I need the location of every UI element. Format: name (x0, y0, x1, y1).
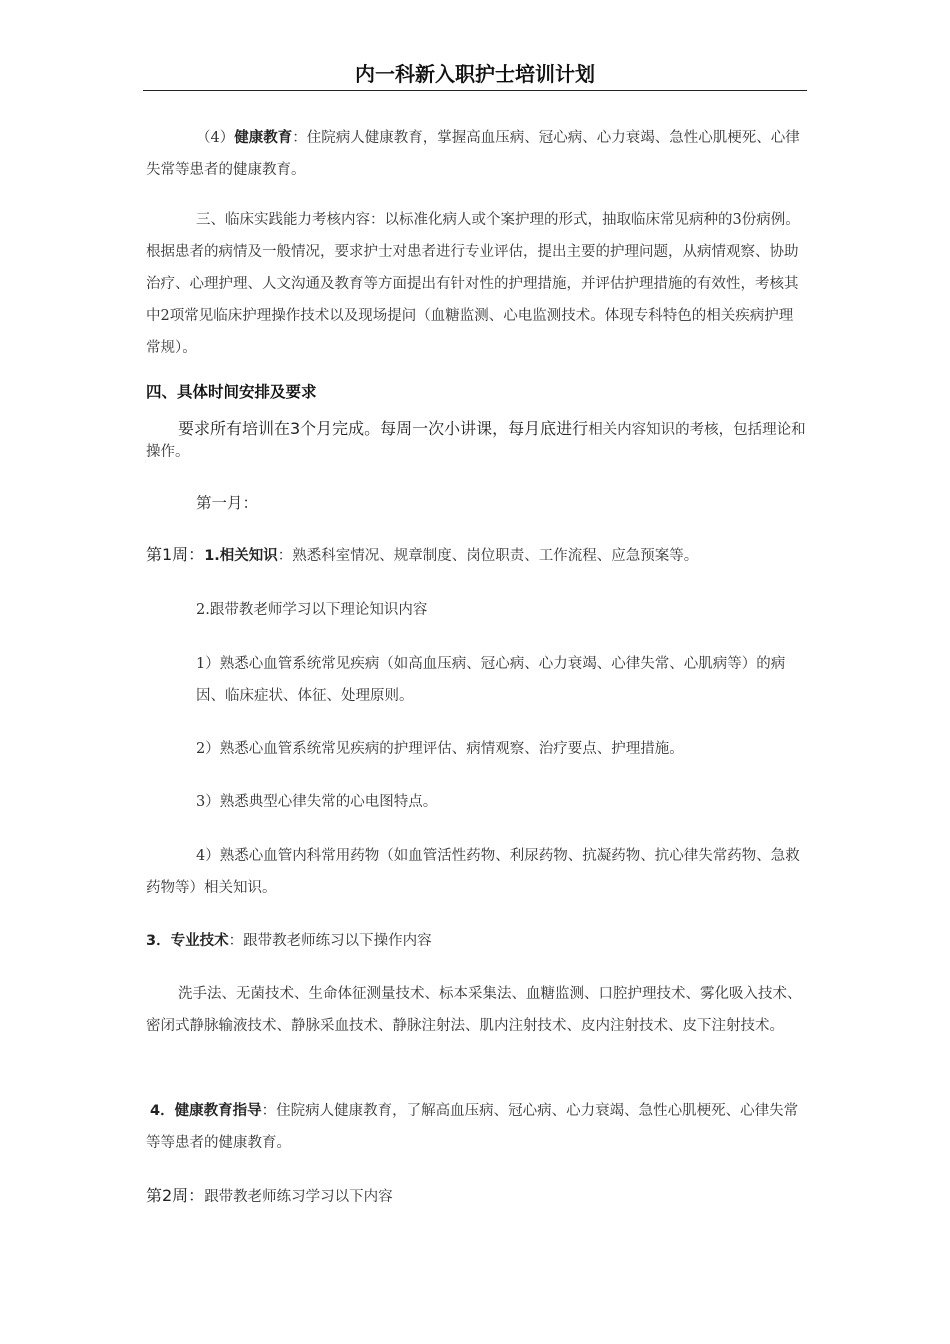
sub-item-1: 1）熟悉心血管系统常见疾病（如高血压病、冠心病、心力衰竭、心律失常、心肌病等）的病因、临床症状、体征、处理原则。 (196, 656, 786, 704)
title-underline (143, 90, 807, 91)
item4-label: 4．健康教育指导 (150, 1103, 262, 1119)
item4-text: ：住院病人健康教育，了解高血压病、冠心病、心力衰竭、急性心肌梗死、心律失常等等患者的健康教育。 (146, 1103, 799, 1151)
section-four-heading: 四、具体时间安排及要求 (146, 383, 317, 401)
sub-item-2: 2）熟悉心血管系统常见疾病的护理评估、病情观察、治疗要点、护理措施。 (196, 741, 684, 757)
document-title: 内一科新入职护士培训计划 (355, 62, 595, 86)
month-one-label: 第一月： (196, 494, 259, 512)
item3-line (146, 925, 806, 957)
health-edu-number: （4） (196, 130, 235, 146)
week1-line (146, 539, 806, 572)
paragraph-requirements (146, 418, 806, 463)
sub-item-3: 3）熟悉典型心律失常的心电图特点。 (196, 794, 438, 810)
techniques-list: 洗手法、无菌技术、生命体征测量技术、标本采集法、血糖监测、口腔护理技术、雾化吸入技术、密闭式静脉输液技术、静脉采血技术、静脉注射法、肌内注射技术、皮内注射技术、皮下注射技术。 (146, 986, 802, 1034)
paragraph-health-education (146, 122, 806, 186)
item2-theory: 2.跟带教老师学习以下理论知识内容 (196, 602, 428, 618)
health-edu-text: ：住院病人健康教育，掌握高血压病、冠心病、心力衰竭、急性心肌梗死、心律失常等患者的健康教育。 (146, 130, 800, 178)
week1-text: ：熟悉科室情况、规章制度、岗位职责、工作流程、应急预案等。 (277, 548, 699, 564)
week1-label: 1.相关知识 (204, 548, 278, 564)
week1-prefix: 第1周： (146, 545, 205, 564)
item3-label: 3．专业技术 (146, 933, 229, 949)
requirement-bold-text: 要求所有培训在3个月完成。每周一次小讲课，每月底进行 (178, 419, 589, 438)
item4-line (146, 1095, 806, 1159)
week2-text: 跟带教老师练习学习以下内容 (204, 1189, 393, 1205)
week2-line (146, 1180, 806, 1213)
requirement-rest-text: 相关内容知识的考核，包括理论和操作。 (146, 422, 806, 460)
item3-text: ：跟带教老师练习以下操作内容 (228, 933, 432, 949)
paragraph-clinical-assessment: 三、临床实践能力考核内容：以标准化病人或个案护理的形式，抽取临床常见病种的3份病例。根据患者的病情及一般情况，要求护士对患者进行专业评估，提出主要的护理问题，从病情观察、协助治疗、心理护理、人文沟通及教育等方面提出有针对性的护理措施，并评估护理措施的有效性，考核其中2项常见临床护理操作技术以及现场提问（血糖监测、心电监测技术。体现专科特色的相关疾病护理常规）。 (146, 212, 800, 356)
health-edu-label: 健康教育 (234, 130, 293, 146)
week2-prefix: 第2周： (146, 1186, 205, 1205)
sub-item-4: 4）熟悉心血管内科常用药物（如血管活性药物、利尿药物、抗凝药物、抗心律失常药物、急救药物等）相关知识。 (146, 848, 800, 896)
